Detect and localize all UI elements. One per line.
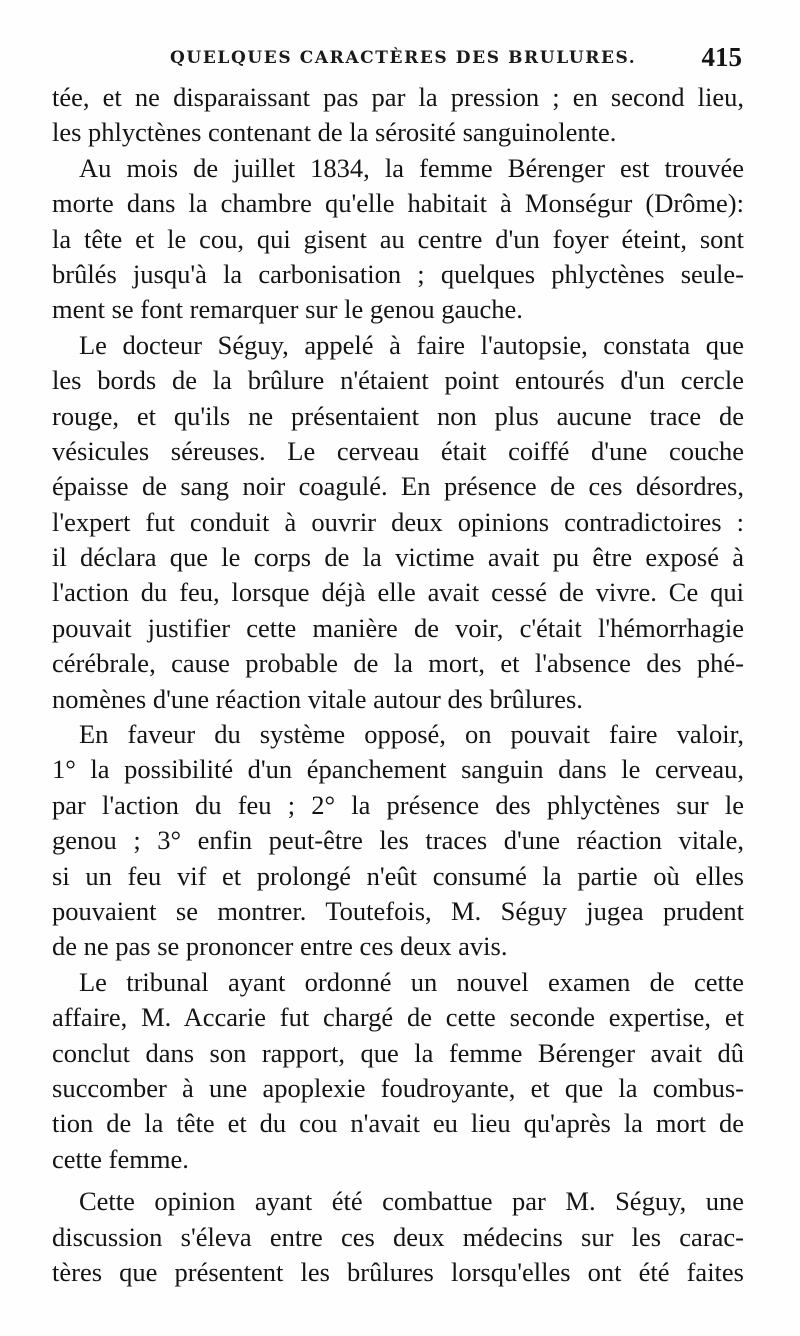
text-line: Le tribunal ayant ordonné un nouvel examen de cette [79, 966, 744, 997]
text-line: En faveur du système opposé, on pouvait faire valoir, [79, 719, 744, 750]
text-line: affaire, M. Accarie fut chargé de cette seconde expertise, et [52, 1002, 744, 1033]
text-line: si un feu vif et prolongé n'eût consumé la partie où elles [52, 860, 744, 891]
text-line: par l'action du feu ; 2° la présence des phlyctènes sur le [52, 789, 744, 820]
text-line: l'expert fut conduit à ouvrir deux opinions contradictoires : [52, 506, 744, 537]
text-line: cette femme. [52, 1143, 189, 1174]
text-line: les bords de la brûlure n'étaient point entourés d'un cercle [52, 365, 744, 396]
text-line: tion de la tête et du cou n'avait eu lieu qu'après la mort de [52, 1108, 744, 1139]
text-line: ment se font remarquer sur le genou gauche. [52, 294, 523, 325]
body-text [52, 80, 744, 1290]
paragraph-gap [52, 1177, 744, 1184]
text-line: Au mois de juillet 1834, la femme Bérenger est trouvée [79, 152, 744, 183]
text-line: tères que présentent les brûlures lorsqu'elles ont été faites [52, 1256, 744, 1287]
text-line: discussion s'éleva entre ces deux médecins sur les carac- [52, 1221, 744, 1252]
text-line: Le docteur Séguy, appelé à faire l'autopsie, constata que [79, 329, 744, 360]
text-line: Cette opinion ayant été combattue par M. Séguy, une [79, 1186, 744, 1217]
text-line: brûlés jusqu'à la carbonisation ; quelques phlyctènes seule- [52, 258, 744, 289]
text-line: tée, et ne disparaissant pas par la pression ; en second lieu, [52, 82, 744, 112]
text-line: nomènes d'une réaction vitale autour des brûlures. [52, 683, 583, 714]
text-line: pouvait justifier cette manière de voir, c'était l'hémorrhagie [52, 612, 744, 643]
paragraph [52, 151, 744, 328]
text-line: la tête et le cou, qui gisent au centre d'un foyer éteint, sont [52, 223, 744, 254]
text-line: pouvaient se montrer. Toutefois, M. Séguy jugea prudent [52, 895, 744, 926]
text-line: vésicules séreuses. Le cerveau était coiffé d'une couche [52, 435, 744, 466]
text-line: genou ; 3° enfin peut-être les traces d'une réaction vitale, [52, 825, 744, 856]
text-line: succomber à une apoplexie foudroyante, et que la combus- [52, 1072, 744, 1103]
page-number: 415 [701, 42, 742, 72]
paragraph [52, 717, 744, 965]
text-line: cérébrale, cause probable de la mort, et l'absence des phé- [52, 648, 744, 679]
text-line: morte dans la chambre qu'elle habitait à Monségur (Drôme): [52, 188, 744, 219]
running-head [52, 40, 742, 80]
text-line: rouge, et qu'ils ne présentaient non plus aucune trace de [52, 400, 744, 431]
text-line: conclut dans son rapport, que la femme Bérenger avait dû [52, 1037, 744, 1068]
running-title: QUELQUES CARACTÈRES DES BRULURES. [170, 48, 637, 68]
text-line: l'action du feu, lorsque déjà elle avait cessé de vivre. Ce qui [52, 577, 744, 608]
paragraph-continuation [52, 80, 744, 151]
paragraph [52, 965, 744, 1177]
text-line: épaisse de sang noir coagulé. En présence de ces désordres, [52, 471, 744, 502]
text-line: les phlyctènes contenant de la sérosité sanguinolente. [52, 117, 617, 148]
text-line: de ne pas se prononcer entre ces deux avis. [52, 931, 508, 962]
paragraph [52, 1184, 744, 1290]
text-line: il déclara que le corps de la victime avait pu être exposé à [52, 542, 744, 573]
text-line: 1° la possibilité d'un épanchement sanguin dans le cerveau, [52, 754, 744, 785]
paragraph [52, 328, 744, 717]
